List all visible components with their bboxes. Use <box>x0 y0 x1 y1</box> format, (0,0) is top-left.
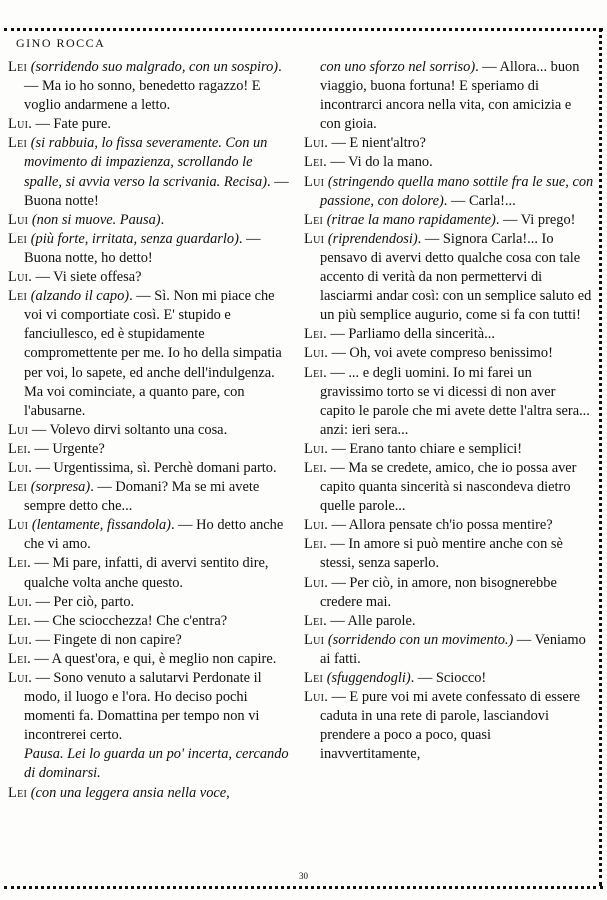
dialogue-line <box>8 440 292 459</box>
dialogue-text: . <box>160 211 165 228</box>
dialogue-text: . — Ho detto anche che vi amo. <box>24 517 284 553</box>
stage-direction: (ritrae la mano rapidamente) <box>326 211 496 228</box>
dialogue-text: . — Sciocco! <box>410 670 487 686</box>
dialogue-line <box>8 593 292 612</box>
dialogue-line <box>8 230 292 268</box>
speaker-name: Lei <box>8 230 28 247</box>
speaker-name: Lui <box>8 631 29 648</box>
dialogue-text: . — Domani? Ma se mi avete sempre detto che... <box>24 479 260 515</box>
stage-direction: (più forte, irritata, senza guardarlo) <box>30 230 239 247</box>
dialogue-text: . — Per ciò, parto. <box>28 593 135 610</box>
dialogue-line <box>304 535 594 573</box>
dialogue-text: . — In amore si può mentire anche con sè stessi, senza saperlo. <box>320 536 563 572</box>
speaker-name: Lei <box>8 288 28 305</box>
speaker-name: Lei <box>304 536 324 553</box>
dialogue-line <box>8 58 292 115</box>
speaker-name: Lui <box>8 517 29 534</box>
stage-direction: (riprendendosi) <box>327 230 418 247</box>
dialogue-line <box>304 516 594 535</box>
speaker-name: Lui <box>304 135 325 152</box>
speaker-name: Lei <box>304 670 324 686</box>
dialogue-line <box>304 631 594 669</box>
dialogue-text: . — A quest'ora, e qui, è meglio non capire. <box>27 650 277 667</box>
dialogue-text: — Volevo dirvi soltanto una cosa. <box>28 421 228 438</box>
dialogue-text: . — Fingete di non capire? <box>28 631 182 648</box>
dialogue-line <box>8 669 292 745</box>
speaker-name: Lui <box>8 211 29 228</box>
dialogue-text: . — E nient'altro? <box>324 135 426 152</box>
stage-direction: (con una leggera ansia nella voce, <box>30 784 230 801</box>
dialogue-text: . — Signora Carla!... Io pensavo di avervi detto qualche cosa con tale accento di verità da non permettervi di lasciarmi andar così: con un semplice saluto ed un più semplice augurio, come si fa con tutti! <box>320 230 592 324</box>
speaker-name: Lei <box>304 612 324 629</box>
dialogue-line <box>8 287 292 421</box>
speaker-name: Lui <box>8 116 29 133</box>
dialogue-text: . — Vi prego! <box>495 211 576 228</box>
speaker-name: Lei <box>8 135 28 152</box>
dialogue-line <box>8 478 292 516</box>
dialogue-text: . — E pure voi mi avete confessato di essere caduta in una rete di parole, lasciandovi prendere a poco a poco, quasi inavvertitamente, <box>320 689 580 763</box>
dialogue-line <box>304 344 594 363</box>
speaker-name: Lui <box>304 345 325 362</box>
dialogue-text: . — Buona notte, ho detto! <box>24 230 261 266</box>
dialogue-line <box>8 459 292 478</box>
dialogue-text: . — Vi do la mano. <box>323 154 433 171</box>
speaker-name: Lui <box>304 173 325 190</box>
page-number: 30 <box>299 871 308 881</box>
speaker-name: Lui <box>304 574 325 591</box>
speaker-name: Lui <box>304 440 325 457</box>
left-column <box>8 58 292 803</box>
dialogue-line <box>304 211 594 230</box>
dialogue-text: . — Urgentissima, sì. Perchè domani parto. <box>28 459 277 476</box>
running-head: GINO ROCCA <box>16 36 106 50</box>
dotted-border-top <box>4 28 603 31</box>
dialogue-text: . — Carla!... <box>443 192 516 209</box>
stage-direction: (si rabbuia, lo fissa severamente. Con un movimento di impazienza, scrollando le spalle, si avvia verso la scrivania. Recisa) <box>24 135 268 190</box>
speaker-name: Lei <box>304 326 324 343</box>
dialogue-text: . — Per ciò, in amore, non bisognerebbe credere mai. <box>320 574 557 610</box>
dialogue-line <box>8 516 292 554</box>
stage-direction: con uno sforzo nel sorriso) <box>320 59 476 75</box>
speaker-name: Lei <box>8 784 28 801</box>
dialogue-line <box>304 688 594 764</box>
speaker-name: Lei <box>304 211 324 228</box>
speaker-name: Lei <box>8 59 28 75</box>
dialogue-line <box>304 325 594 344</box>
speaker-name: Lui <box>8 670 29 686</box>
dialogue-text: . — Alle parole. <box>323 612 416 629</box>
dialogue-line <box>8 631 292 650</box>
speaker-name: Lei <box>8 479 28 496</box>
dotted-border-bottom <box>4 886 603 889</box>
dialogue-text: . — Ma io ho sonno, benedetto ragazzo! E voglio andarmene a letto. <box>24 59 282 114</box>
dialogue-text: . — Sì. Non mi piace che voi vi comportiate così. E' stupido e fanciullesco, ed è stupidamente compromettente per me. Io ho della simpatia per voi, lo sapete, ed anche dell'indulgenza. Ma voi cominciate, a quanto pare, con l'abusarne. <box>24 288 282 419</box>
speaker-name: Lei <box>304 364 324 381</box>
dialogue-line <box>304 230 594 325</box>
speaker-name: Lui <box>304 517 325 534</box>
speaker-name: Lui <box>8 421 29 438</box>
dialogue-text: — Veniamo ai fatti. <box>320 631 586 667</box>
speaker-name: Lui <box>304 230 325 247</box>
stage-direction: (sorpresa) <box>30 479 91 496</box>
dialogue-line <box>8 211 292 230</box>
dialogue-text: . — Che sciocchezza! Che c'entra? <box>27 612 228 629</box>
speaker-name: Lei <box>8 650 28 667</box>
right-column <box>304 58 594 764</box>
speaker-name: Lui <box>8 459 29 476</box>
dialogue-line <box>304 440 594 459</box>
dialogue-text: . — Erano tanto chiare e semplici! <box>324 440 523 457</box>
dialogue-line <box>304 153 594 172</box>
dialogue-text: . — Fate pure. <box>28 116 111 133</box>
stage-direction: (non si muove. Pausa) <box>31 211 161 228</box>
dialogue-text: . — Allora pensate ch'io possa mentire? <box>324 517 553 534</box>
dialogue-line <box>304 459 594 516</box>
speaker-name: Lui <box>8 593 29 610</box>
dialogue-text: . — Vi siete offesa? <box>28 269 142 286</box>
dialogue-line <box>304 364 594 440</box>
dialogue-line <box>8 612 292 631</box>
stage-direction: Pausa. Lei lo guarda un po' incerta, cercando di dominarsi. <box>24 746 289 782</box>
dialogue-text: . — Sono venuto a salutarvi Perdonate il modo, il luogo e l'ora. Ho deciso pochi momenti fa. Domattina per tempo non vi incontrerei certo. <box>24 670 262 744</box>
stage-direction: (sfuggendogli) <box>326 670 411 686</box>
dialogue-line <box>304 58 594 134</box>
dialogue-text: . — Urgente? <box>27 440 105 457</box>
dialogue-line <box>304 574 594 612</box>
stage-direction: (sorridendo con un movimento.) <box>327 631 514 648</box>
dialogue-line <box>8 115 292 134</box>
dialogue-text: . — Parliamo della sincerità... <box>323 326 495 343</box>
dialogue-line <box>8 554 292 592</box>
speaker-name: Lei <box>8 555 28 572</box>
stage-direction: (stringendo quella mano sottile fra le sue, con passione, con dolore) <box>320 173 594 209</box>
dialogue-line <box>8 650 292 669</box>
speaker-name: Lei <box>8 440 28 457</box>
dialogue-line <box>8 784 292 803</box>
dialogue-line <box>8 134 292 210</box>
dialogue-line <box>304 173 594 211</box>
stage-direction: (lentamente, fissandola) <box>31 517 171 534</box>
dialogue-line <box>8 421 292 440</box>
dialogue-text: . — Oh, voi avete compreso benissimo! <box>324 345 553 362</box>
speaker-name: Lei <box>304 154 324 171</box>
stage-direction: (sorridendo suo malgrado, con un sospiro) <box>30 59 279 75</box>
dialogue-line <box>304 612 594 631</box>
dialogue-text: . — Ma se credete, amico, che io possa aver capito quanta sincerità si nascondeva dietro quelle parole... <box>320 459 577 515</box>
dialogue-line <box>304 669 594 688</box>
dialogue-line <box>8 268 292 287</box>
speaker-name: Lei <box>304 459 324 476</box>
speaker-name: Lui <box>304 689 325 706</box>
stage-direction: (alzando il capo) <box>30 288 130 305</box>
speaker-name: Lui <box>304 631 325 648</box>
dialogue-line <box>304 134 594 153</box>
dialogue-text: . — Mi pare, infatti, di avervi sentito dire, qualche volta anche questo. <box>24 555 269 591</box>
dotted-border-right <box>599 28 602 886</box>
dialogue-line <box>8 745 292 783</box>
dialogue-text: . — Buona notte! <box>24 173 289 209</box>
speaker-name: Lui <box>8 269 29 286</box>
speaker-name: Lei <box>8 612 28 629</box>
dialogue-text: . — ... e degli uomini. Io mi farei un gravissimo torto se vi dicessi di non aver capito le parole che mi avete dette l'altra sera... anzi: ieri sera... <box>320 364 590 438</box>
dialogue-text: . — Allora... buon viaggio, buona fortuna! E speriamo di incontrarci ancora nella vita, con amicizia e con gioia. <box>320 59 580 133</box>
